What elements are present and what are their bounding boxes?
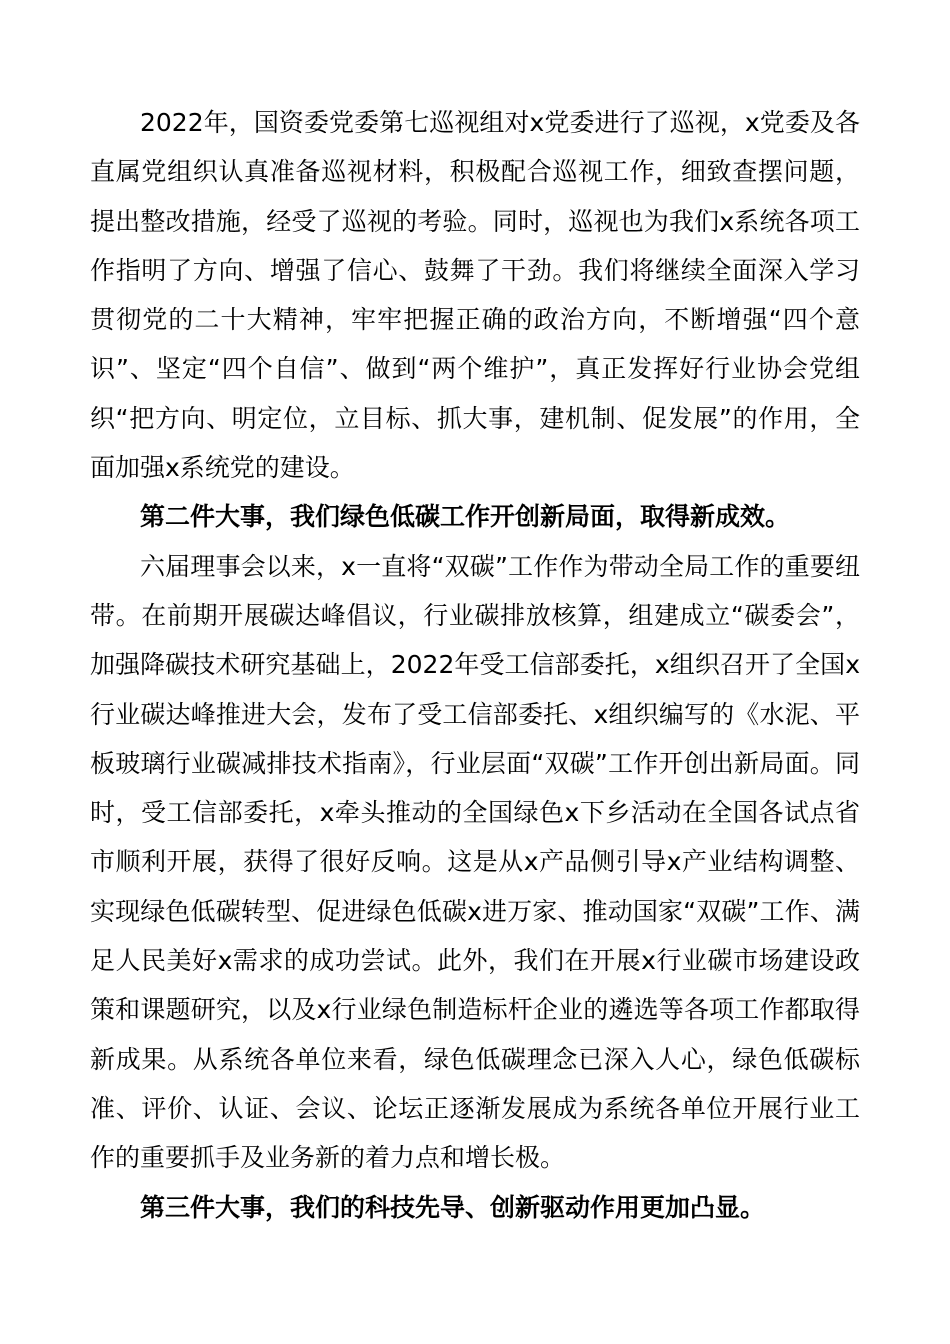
section-heading-second-event: 第二件大事，我们绿色低碳工作开创新局面，取得新成效。 (140, 502, 791, 532)
paragraph-inspection-work: 2022年，国资委党委第七巡视组对x党委进行了巡视，x党委及各直属党组织认真准备巡视材料，积极配合巡视工作，细致查摆问题，提出整改措施，经受了巡视的考验。同时，巡视也为我们x系统各项工作指明了方向、增强了信心、鼓舞了干劲。我们将继续全面深入学习贯彻党的二十大精神，牢牢把握正确的政治方向，不断增强“四个意识”、坚定“四个自信”、做到“两个维护”，真正发挥好行业协会党组织“把方向、明定位，立目标、抓大事，建机制、促发展”的作用，全面加强x系统党的建设。 (90, 108, 860, 483)
document-body (90, 98, 860, 1232)
section-heading-third-event: 第三件大事，我们的科技先导、创新驱动作用更加凸显。 (140, 1192, 766, 1222)
paragraph-green-low-carbon: 六届理事会以来，x一直将“双碳”工作作为带动全局工作的重要纽带。在前期开展碳达峰倡议，行业碳排放核算，组建成立“碳委会”，加强降碳技术研究基础上，2022年受工信部委托，x组织召开了全国x行业碳达峰推进大会，发布了受工信部委托、x组织编写的《水泥、平板玻璃行业碳减排技术指南》，行业层面“双碳”工作开创出新局面。同时，受工信部委托，x牵头推动的全国绿色x下乡活动在全国各试点省市顺利开展，获得了很好反响。这是从x产品侧引导x产业结构调整、实现绿色低碳转型、促进绿色低碳x进万家、推动国家“双碳”工作、满足人民美好x需求的成功尝试。此外，我们在开展x行业碳市场建设政策和课题研究，以及x行业绿色制造标杆企业的遴选等各项工作都取得新成果。从系统各单位来看，绿色低碳理念已深入人心，绿色低碳标准、评价、认证、会议、论坛正逐渐发展成为系统各单位开展行业工作的重要抓手及业务新的着力点和增长极。 (90, 551, 860, 1173)
